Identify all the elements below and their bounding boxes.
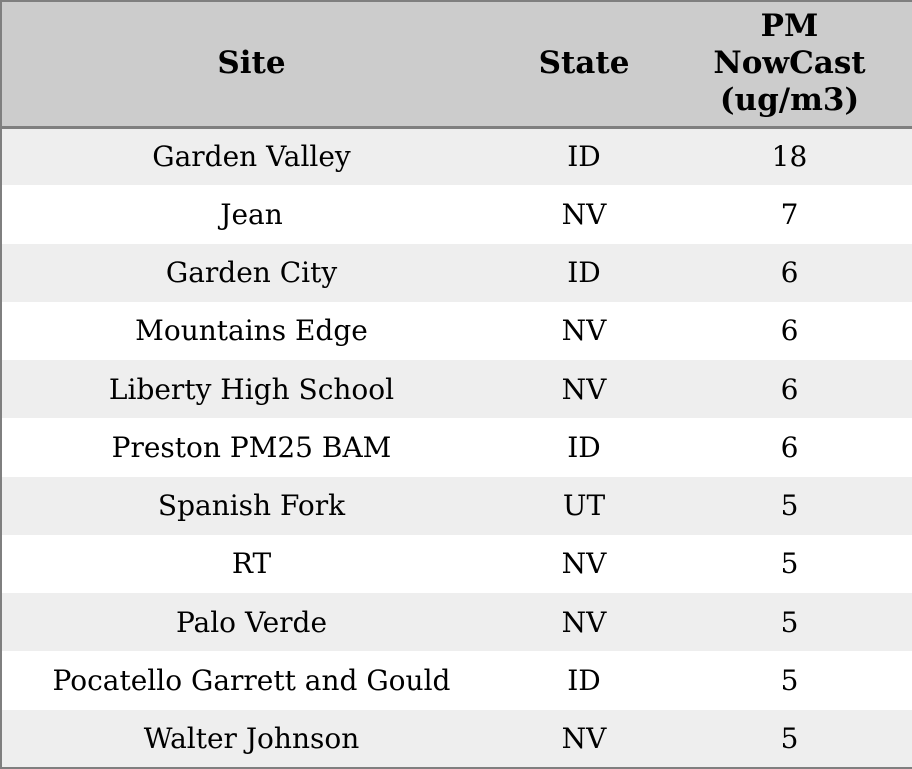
site-cell: Liberty High School — [108, 372, 395, 406]
column-header-site — [1, 1, 501, 127]
state-cell: NV — [561, 197, 607, 231]
state-cell: NV — [561, 372, 607, 406]
header-row — [1, 1, 912, 127]
column-header-site-label: Site — [217, 45, 286, 82]
pm-nowcast-cell: 5 — [780, 547, 799, 581]
pm-nowcast-cell: 6 — [780, 430, 799, 464]
site-cell: Garden Valley — [152, 140, 351, 174]
pm-nowcast-cell: 5 — [780, 664, 799, 698]
table-row — [1, 418, 912, 476]
state-cell: NV — [561, 314, 607, 348]
site-cell: RT — [231, 547, 272, 581]
site-cell: Palo Verde — [175, 605, 328, 639]
table-body — [1, 127, 912, 768]
site-cell: Spanish Fork — [157, 489, 346, 523]
table-row — [1, 127, 912, 185]
pm-nowcast-cell: 5 — [780, 721, 799, 755]
table-row — [1, 244, 912, 302]
site-cell: Garden City — [165, 256, 338, 290]
table-row — [1, 593, 912, 651]
table-row — [1, 360, 912, 418]
site-cell: Pocatello Garrett and Gould — [52, 664, 451, 698]
column-header-pm-nowcast — [667, 1, 912, 127]
table-row — [1, 185, 912, 243]
site-cell: Mountains Edge — [135, 314, 368, 348]
state-cell: NV — [561, 605, 607, 639]
state-cell: ID — [567, 430, 601, 464]
state-cell: NV — [561, 547, 607, 581]
column-header-pm-nowcast-label: PM NowCast (ug/m3) — [713, 7, 866, 119]
state-cell: ID — [567, 140, 601, 174]
table-header — [1, 1, 912, 127]
pm-nowcast-cell: 6 — [780, 256, 799, 290]
pm-nowcast-cell: 5 — [780, 489, 799, 523]
column-header-state — [501, 1, 667, 127]
pm-nowcast-cell: 5 — [780, 605, 799, 639]
state-cell: ID — [567, 664, 601, 698]
table-row — [1, 535, 912, 593]
column-header-state-label: State — [538, 45, 630, 82]
pm-nowcast-cell: 6 — [780, 314, 799, 348]
site-cell: Preston PM25 BAM — [111, 430, 392, 464]
state-cell: ID — [567, 256, 601, 290]
table-row — [1, 477, 912, 535]
state-cell: NV — [561, 721, 607, 755]
state-cell: UT — [562, 489, 606, 523]
site-cell: Jean — [220, 197, 283, 231]
pm-nowcast-cell: 6 — [780, 372, 799, 406]
site-cell: Walter Johnson — [143, 721, 360, 755]
pm-nowcast-cell: 18 — [771, 140, 808, 174]
pm-nowcast-cell: 7 — [780, 197, 799, 231]
table-row — [1, 651, 912, 709]
table-row — [1, 302, 912, 360]
table-row — [1, 710, 912, 768]
